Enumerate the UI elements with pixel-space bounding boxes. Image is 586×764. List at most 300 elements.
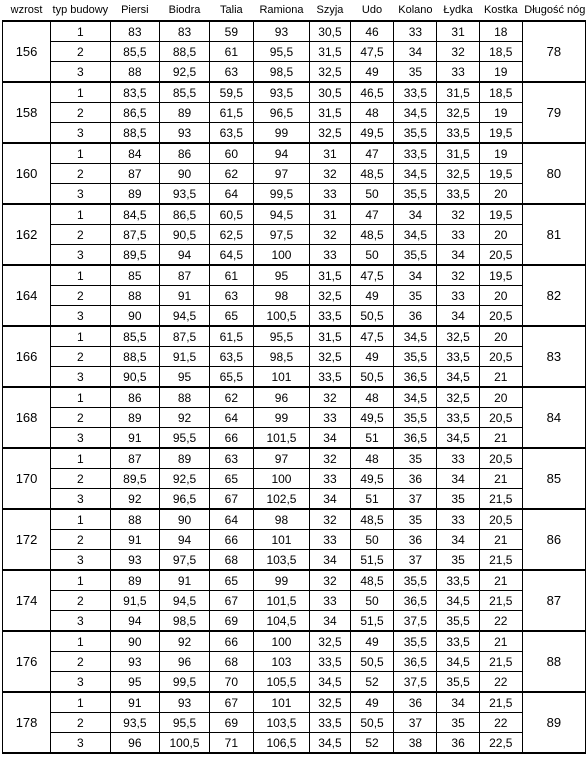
measurement-cell: 52 bbox=[350, 672, 394, 693]
measurement-cell: 37,5 bbox=[394, 611, 437, 632]
measurement-cell: 31,5 bbox=[310, 326, 350, 347]
measurement-cell: 83 bbox=[160, 21, 210, 42]
measurement-cell: 66 bbox=[209, 428, 253, 449]
height-cell: 164 bbox=[3, 265, 51, 326]
measurement-cell: 33,5 bbox=[394, 143, 437, 164]
column-header: Talia bbox=[220, 4, 243, 16]
measurement-cell: 35,5 bbox=[394, 184, 437, 205]
measurement-cell: 34 bbox=[437, 530, 479, 550]
measurement-cell: 34 bbox=[437, 692, 479, 713]
measurement-cell: 22 bbox=[479, 672, 522, 693]
measurement-cell: 64 bbox=[209, 408, 253, 428]
measurement-cell: 92 bbox=[110, 489, 159, 510]
measurement-cell: 100 bbox=[253, 245, 310, 266]
measurement-cell: 49,5 bbox=[350, 469, 394, 489]
measurement-cell: 48 bbox=[350, 103, 394, 123]
measurement-cell: 85 bbox=[110, 265, 159, 286]
measurement-cell: 20,5 bbox=[479, 509, 522, 530]
column-header: Ramiona bbox=[259, 4, 304, 16]
build-type-cell: 1 bbox=[51, 326, 111, 347]
measurement-cell: 64 bbox=[209, 184, 253, 205]
table-row bbox=[3, 347, 586, 367]
measurement-cell: 34,5 bbox=[394, 225, 437, 245]
measurement-cell: 88 bbox=[110, 286, 159, 306]
measurement-cell: 31,5 bbox=[310, 265, 350, 286]
measurement-cell: 92 bbox=[160, 408, 210, 428]
build-type-cell: 1 bbox=[51, 631, 111, 652]
measurement-cell: 100,5 bbox=[160, 733, 210, 754]
measurement-cell: 35,5 bbox=[394, 347, 437, 367]
measurement-cell: 95,5 bbox=[253, 42, 310, 62]
measurement-cell: 32 bbox=[310, 570, 350, 591]
measurement-cell: 37 bbox=[394, 550, 437, 571]
measurement-cell: 20 bbox=[479, 326, 522, 347]
measurement-cell: 88 bbox=[160, 387, 210, 408]
measurement-cell: 48 bbox=[350, 387, 394, 408]
table-row bbox=[3, 164, 586, 184]
measurement-cell: 32,5 bbox=[310, 347, 350, 367]
leg-length-cell: 82 bbox=[522, 265, 585, 326]
measurement-cell: 47 bbox=[350, 204, 394, 225]
height-cell: 172 bbox=[3, 509, 51, 570]
measurement-cell: 49 bbox=[350, 347, 394, 367]
measurement-cell: 32 bbox=[310, 509, 350, 530]
measurement-cell: 32 bbox=[310, 448, 350, 469]
height-cell: 162 bbox=[3, 204, 51, 265]
measurement-cell: 36,5 bbox=[394, 367, 437, 388]
measurement-cell: 47,5 bbox=[350, 265, 394, 286]
column-header: typ budowy bbox=[52, 4, 109, 16]
build-type-cell: 3 bbox=[51, 611, 111, 632]
measurement-cell: 18,5 bbox=[479, 82, 522, 103]
measurement-cell: 34,5 bbox=[437, 591, 479, 611]
measurement-cell: 21 bbox=[479, 469, 522, 489]
leg-length-cell: 80 bbox=[522, 143, 585, 204]
measurement-cell: 20,5 bbox=[479, 306, 522, 327]
measurement-cell: 47 bbox=[350, 143, 394, 164]
measurement-cell: 34 bbox=[310, 611, 350, 632]
measurement-cell: 49 bbox=[350, 286, 394, 306]
measurement-cell: 33 bbox=[310, 530, 350, 550]
measurement-cell: 95,5 bbox=[160, 428, 210, 449]
measurement-cell: 21,5 bbox=[479, 652, 522, 672]
measurement-cell: 31 bbox=[310, 143, 350, 164]
measurement-cell: 36 bbox=[437, 733, 479, 754]
measurement-cell: 50,5 bbox=[350, 713, 394, 733]
column-header: wzrost bbox=[10, 4, 43, 16]
measurement-cell: 34 bbox=[394, 265, 437, 286]
measurement-cell: 87,5 bbox=[160, 326, 210, 347]
measurement-cell: 34 bbox=[310, 550, 350, 571]
measurement-cell: 89 bbox=[160, 103, 210, 123]
height-cell: 158 bbox=[3, 82, 51, 143]
measurement-cell: 103,5 bbox=[253, 550, 310, 571]
measurement-cell: 34 bbox=[437, 469, 479, 489]
measurement-cell: 65,5 bbox=[209, 367, 253, 388]
build-type-cell: 2 bbox=[51, 469, 111, 489]
leg-length-cell: 83 bbox=[522, 326, 585, 387]
measurement-cell: 49 bbox=[350, 62, 394, 83]
measurement-cell: 20 bbox=[479, 387, 522, 408]
leg-length-cell: 85 bbox=[522, 448, 585, 509]
measurement-cell: 90 bbox=[160, 164, 210, 184]
measurement-cell: 101 bbox=[253, 692, 310, 713]
measurement-cell: 88,5 bbox=[110, 347, 159, 367]
measurement-cell: 36 bbox=[394, 692, 437, 713]
measurement-cell: 51,5 bbox=[350, 611, 394, 632]
table-row bbox=[3, 672, 586, 693]
measurement-cell: 93 bbox=[160, 123, 210, 144]
measurement-cell: 33 bbox=[437, 286, 479, 306]
measurement-cell: 32,5 bbox=[437, 103, 479, 123]
table-row bbox=[3, 82, 586, 103]
measurement-cell: 89 bbox=[110, 570, 159, 591]
measurement-cell: 96,5 bbox=[160, 489, 210, 510]
table-row bbox=[3, 408, 586, 428]
measurement-cell: 63 bbox=[209, 62, 253, 83]
measurement-cell: 19,5 bbox=[479, 265, 522, 286]
measurement-cell: 20 bbox=[479, 184, 522, 205]
table-row bbox=[3, 652, 586, 672]
measurement-cell: 32,5 bbox=[310, 692, 350, 713]
measurement-cell: 34,5 bbox=[437, 428, 479, 449]
column-header: Kolano bbox=[398, 4, 433, 16]
measurement-cell: 64,5 bbox=[209, 245, 253, 266]
measurement-cell: 33,5 bbox=[437, 184, 479, 205]
measurement-cell: 96 bbox=[253, 387, 310, 408]
measurement-cell: 19,5 bbox=[479, 204, 522, 225]
measurement-cell: 106,5 bbox=[253, 733, 310, 754]
measurement-cell: 66 bbox=[209, 530, 253, 550]
measurement-cell: 83 bbox=[110, 21, 159, 42]
measurement-cell: 50 bbox=[350, 530, 394, 550]
measurement-cell: 34,5 bbox=[310, 733, 350, 754]
build-type-cell: 1 bbox=[51, 570, 111, 591]
measurement-cell: 69 bbox=[209, 611, 253, 632]
measurement-cell: 63 bbox=[209, 286, 253, 306]
measurement-cell: 91 bbox=[110, 428, 159, 449]
measurement-cell: 97 bbox=[253, 164, 310, 184]
measurement-cell: 34 bbox=[437, 245, 479, 266]
measurement-cell: 36 bbox=[394, 530, 437, 550]
measurement-cell: 35 bbox=[394, 509, 437, 530]
measurement-cell: 50 bbox=[350, 591, 394, 611]
build-type-cell: 3 bbox=[51, 428, 111, 449]
measurement-cell: 33 bbox=[310, 408, 350, 428]
measurement-cell: 92,5 bbox=[160, 469, 210, 489]
measurement-cell: 36,5 bbox=[394, 652, 437, 672]
measurement-cell: 34,5 bbox=[394, 103, 437, 123]
measurement-cell: 63 bbox=[209, 448, 253, 469]
height-cell: 156 bbox=[3, 21, 51, 82]
table-row bbox=[3, 103, 586, 123]
measurement-cell: 89,5 bbox=[110, 469, 159, 489]
table-row bbox=[3, 489, 586, 510]
measurement-cell: 65 bbox=[209, 570, 253, 591]
measurement-cell: 49,5 bbox=[350, 408, 394, 428]
measurement-cell: 35,5 bbox=[437, 611, 479, 632]
measurement-cell: 59,5 bbox=[209, 82, 253, 103]
measurement-cell: 86 bbox=[160, 143, 210, 164]
measurement-cell: 62,5 bbox=[209, 225, 253, 245]
measurement-cell: 33 bbox=[437, 448, 479, 469]
build-type-cell: 1 bbox=[51, 448, 111, 469]
build-type-cell: 1 bbox=[51, 692, 111, 713]
measurement-cell: 61,5 bbox=[209, 326, 253, 347]
measurement-cell: 83,5 bbox=[110, 82, 159, 103]
build-type-cell: 2 bbox=[51, 591, 111, 611]
leg-length-cell: 84 bbox=[522, 387, 585, 448]
measurement-cell: 50 bbox=[350, 184, 394, 205]
measurement-cell: 32 bbox=[310, 387, 350, 408]
table-row bbox=[3, 591, 586, 611]
build-type-cell: 1 bbox=[51, 204, 111, 225]
measurement-cell: 59 bbox=[209, 21, 253, 42]
measurement-cell: 21 bbox=[479, 631, 522, 652]
measurement-cell: 46,5 bbox=[350, 82, 394, 103]
build-type-cell: 1 bbox=[51, 265, 111, 286]
build-type-cell: 3 bbox=[51, 62, 111, 83]
measurement-cell: 20,5 bbox=[479, 347, 522, 367]
measurement-cell: 97,5 bbox=[160, 550, 210, 571]
table-row bbox=[3, 204, 586, 225]
table-body bbox=[3, 21, 586, 753]
measurement-cell: 88,5 bbox=[110, 123, 159, 144]
measurement-cell: 100 bbox=[253, 631, 310, 652]
measurement-cell: 61,5 bbox=[209, 103, 253, 123]
measurement-cell: 21,5 bbox=[479, 489, 522, 510]
measurement-cell: 34,5 bbox=[394, 387, 437, 408]
measurement-cell: 94,5 bbox=[253, 204, 310, 225]
height-cell: 160 bbox=[3, 143, 51, 204]
measurement-cell: 49 bbox=[350, 692, 394, 713]
measurement-cell: 93 bbox=[160, 692, 210, 713]
measurement-cell: 18,5 bbox=[479, 42, 522, 62]
measurement-cell: 50,5 bbox=[350, 306, 394, 327]
measurement-cell: 37 bbox=[394, 713, 437, 733]
column-header: Szyja bbox=[316, 4, 344, 16]
measurement-cell: 91 bbox=[110, 530, 159, 550]
table-row bbox=[3, 550, 586, 571]
measurement-cell: 19,5 bbox=[479, 123, 522, 144]
measurement-cell: 21 bbox=[479, 570, 522, 591]
measurement-cell: 52 bbox=[350, 733, 394, 754]
measurement-cell: 99,5 bbox=[160, 672, 210, 693]
measurement-cell: 33 bbox=[310, 469, 350, 489]
measurement-cell: 20 bbox=[479, 286, 522, 306]
table-row bbox=[3, 62, 586, 83]
measurement-cell: 94 bbox=[110, 611, 159, 632]
measurement-cell: 48,5 bbox=[350, 509, 394, 530]
measurement-cell: 34,5 bbox=[310, 672, 350, 693]
measurement-cell: 90 bbox=[110, 631, 159, 652]
measurement-cell: 86,5 bbox=[160, 204, 210, 225]
measurement-cell: 97 bbox=[253, 448, 310, 469]
measurement-cell: 86 bbox=[110, 387, 159, 408]
measurement-cell: 87,5 bbox=[110, 225, 159, 245]
build-type-cell: 2 bbox=[51, 347, 111, 367]
measurement-cell: 102,5 bbox=[253, 489, 310, 510]
measurement-cell: 37,5 bbox=[394, 672, 437, 693]
measurement-cell: 31 bbox=[437, 21, 479, 42]
measurement-cell: 98,5 bbox=[160, 611, 210, 632]
measurement-cell: 32 bbox=[310, 164, 350, 184]
measurement-cell: 35 bbox=[394, 286, 437, 306]
build-type-cell: 2 bbox=[51, 103, 111, 123]
build-type-cell: 2 bbox=[51, 530, 111, 550]
table-row bbox=[3, 530, 586, 550]
measurement-cell: 32 bbox=[437, 265, 479, 286]
measurement-cell: 51 bbox=[350, 489, 394, 510]
table-header bbox=[3, 0, 586, 21]
measurement-cell: 33,5 bbox=[310, 367, 350, 388]
measurement-cell: 93,5 bbox=[110, 713, 159, 733]
measurement-cell: 95 bbox=[253, 265, 310, 286]
measurement-cell: 100,5 bbox=[253, 306, 310, 327]
measurement-cell: 96,5 bbox=[253, 103, 310, 123]
measurement-cell: 21 bbox=[479, 530, 522, 550]
measurement-cell: 35 bbox=[437, 489, 479, 510]
build-type-cell: 1 bbox=[51, 21, 111, 42]
build-type-cell: 2 bbox=[51, 286, 111, 306]
measurement-cell: 94 bbox=[160, 530, 210, 550]
measurement-cell: 30,5 bbox=[310, 21, 350, 42]
measurement-cell: 33,5 bbox=[437, 123, 479, 144]
measurement-cell: 95,5 bbox=[160, 713, 210, 733]
measurement-cell: 60,5 bbox=[209, 204, 253, 225]
measurement-cell: 88,5 bbox=[160, 42, 210, 62]
table-row bbox=[3, 611, 586, 632]
measurement-cell: 20,5 bbox=[479, 408, 522, 428]
measurement-cell: 63,5 bbox=[209, 347, 253, 367]
measurement-cell: 68 bbox=[209, 652, 253, 672]
measurement-cell: 93,5 bbox=[160, 184, 210, 205]
column-header: Kostka bbox=[483, 4, 518, 16]
measurement-cell: 98 bbox=[253, 286, 310, 306]
measurement-cell: 32 bbox=[310, 225, 350, 245]
measurement-cell: 21 bbox=[479, 428, 522, 449]
measurement-cell: 65 bbox=[209, 469, 253, 489]
measurement-cell: 87 bbox=[160, 265, 210, 286]
table-row bbox=[3, 448, 586, 469]
measurement-cell: 20,5 bbox=[479, 448, 522, 469]
measurement-cell: 36 bbox=[394, 469, 437, 489]
measurement-cell: 67 bbox=[209, 591, 253, 611]
build-type-cell: 1 bbox=[51, 143, 111, 164]
measurement-cell: 88 bbox=[110, 62, 159, 83]
measurement-cell: 35,5 bbox=[394, 245, 437, 266]
measurement-cell: 19 bbox=[479, 62, 522, 83]
measurement-cell: 33,5 bbox=[310, 652, 350, 672]
leg-length-cell: 86 bbox=[522, 509, 585, 570]
measurement-cell: 101,5 bbox=[253, 591, 310, 611]
height-cell: 168 bbox=[3, 387, 51, 448]
measurement-cell: 95,5 bbox=[253, 326, 310, 347]
build-type-cell: 1 bbox=[51, 387, 111, 408]
measurement-cell: 33,5 bbox=[437, 631, 479, 652]
table-row bbox=[3, 326, 586, 347]
measurement-cell: 89 bbox=[110, 184, 159, 205]
column-header: Udo bbox=[361, 4, 383, 16]
table-row bbox=[3, 265, 586, 286]
height-cell: 170 bbox=[3, 448, 51, 509]
measurement-cell: 48,5 bbox=[350, 164, 394, 184]
measurement-cell: 94,5 bbox=[160, 591, 210, 611]
measurement-cell: 32,5 bbox=[310, 123, 350, 144]
build-type-cell: 3 bbox=[51, 672, 111, 693]
measurement-cell: 34 bbox=[437, 306, 479, 327]
table-row bbox=[3, 509, 586, 530]
build-type-cell: 2 bbox=[51, 42, 111, 62]
measurement-cell: 31,5 bbox=[437, 143, 479, 164]
measurement-cell: 99 bbox=[253, 123, 310, 144]
measurement-cell: 46 bbox=[350, 21, 394, 42]
measurement-cell: 85,5 bbox=[110, 326, 159, 347]
measurement-cell: 67 bbox=[209, 489, 253, 510]
measurement-cell: 33 bbox=[310, 245, 350, 266]
build-type-cell: 1 bbox=[51, 509, 111, 530]
measurement-cell: 105,5 bbox=[253, 672, 310, 693]
measurement-cell: 32,5 bbox=[437, 164, 479, 184]
measurement-cell: 98 bbox=[253, 509, 310, 530]
measurement-cell: 69 bbox=[209, 713, 253, 733]
measurement-cell: 90,5 bbox=[160, 225, 210, 245]
table-row bbox=[3, 184, 586, 205]
build-type-cell: 2 bbox=[51, 408, 111, 428]
measurement-cell: 21,5 bbox=[479, 550, 522, 571]
table-row bbox=[3, 123, 586, 144]
measurement-cell: 99 bbox=[253, 408, 310, 428]
measurement-cell: 35,5 bbox=[437, 672, 479, 693]
measurement-cell: 20 bbox=[479, 225, 522, 245]
measurement-cell: 89 bbox=[160, 448, 210, 469]
measurement-cell: 64 bbox=[209, 509, 253, 530]
measurement-cell: 37 bbox=[394, 489, 437, 510]
measurement-cell: 32,5 bbox=[437, 326, 479, 347]
build-type-cell: 3 bbox=[51, 550, 111, 571]
leg-length-cell: 78 bbox=[522, 21, 585, 82]
measurement-cell: 96 bbox=[110, 733, 159, 754]
table-row bbox=[3, 733, 586, 754]
measurement-cell: 101,5 bbox=[253, 428, 310, 449]
build-type-cell: 3 bbox=[51, 306, 111, 327]
measurement-cell: 91 bbox=[110, 692, 159, 713]
measurement-cell: 93,5 bbox=[253, 82, 310, 103]
leg-length-cell: 81 bbox=[522, 204, 585, 265]
measurement-cell: 21,5 bbox=[479, 692, 522, 713]
measurement-cell: 60 bbox=[209, 143, 253, 164]
measurement-cell: 35 bbox=[394, 62, 437, 83]
measurement-cell: 34 bbox=[394, 42, 437, 62]
build-type-cell: 2 bbox=[51, 164, 111, 184]
build-type-cell: 3 bbox=[51, 184, 111, 205]
measurement-cell: 98,5 bbox=[253, 62, 310, 83]
build-type-cell: 3 bbox=[51, 367, 111, 388]
leg-length-cell: 89 bbox=[522, 692, 585, 753]
measurement-cell: 35,5 bbox=[394, 408, 437, 428]
measurement-cell: 31,5 bbox=[310, 103, 350, 123]
measurement-cell: 32 bbox=[437, 204, 479, 225]
measurement-cell: 103 bbox=[253, 652, 310, 672]
height-cell: 174 bbox=[3, 570, 51, 631]
measurement-cell: 99,5 bbox=[253, 184, 310, 205]
table-row bbox=[3, 631, 586, 652]
measurement-cell: 33,5 bbox=[310, 713, 350, 733]
table-row bbox=[3, 713, 586, 733]
build-type-cell: 1 bbox=[51, 82, 111, 103]
measurement-cell: 63,5 bbox=[209, 123, 253, 144]
measurement-cell: 35 bbox=[437, 550, 479, 571]
